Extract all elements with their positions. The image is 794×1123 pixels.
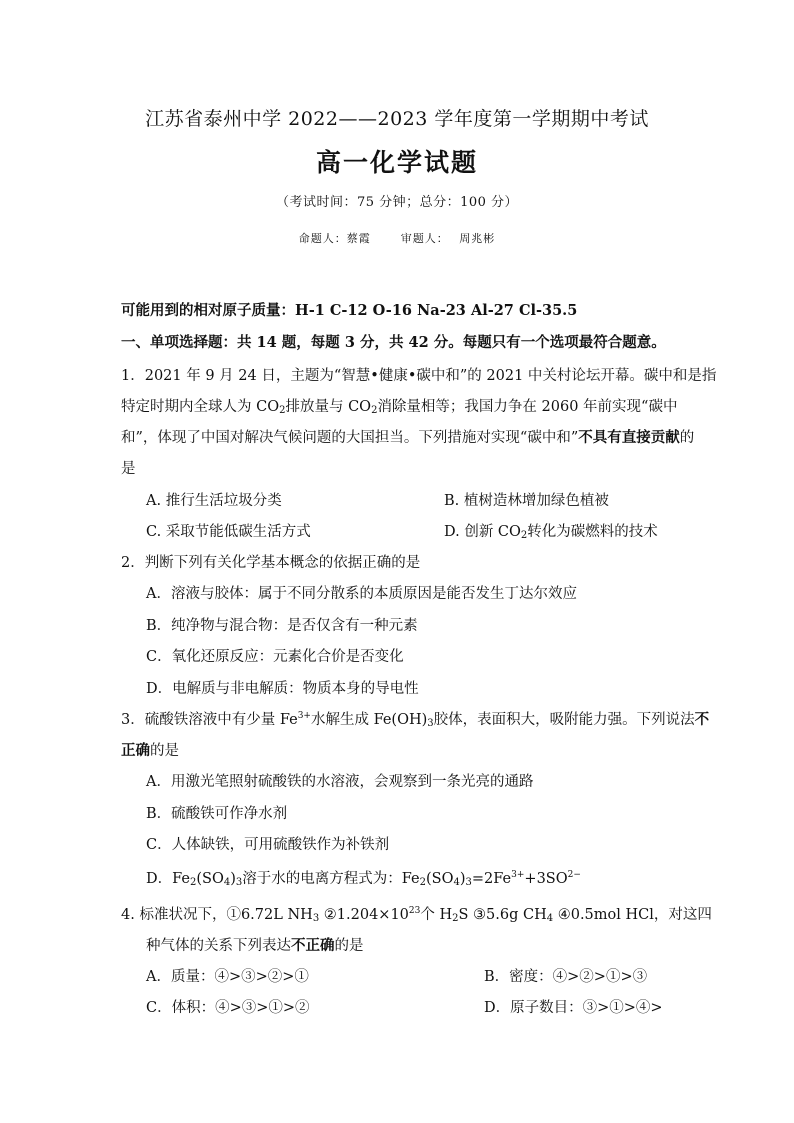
q1-line3: 和”，体现了中国对解决气候问题的大国担当。下列措施对实现“碳中和”不具有直接贡献的 [121,429,695,446]
exam-info: （考试时间：75 分钟；总分：100 分） [275,195,519,210]
q1-line2: 特定时期内全球人为 $CO_2$排放量与 $CO_2$消除量相等；我国力争在 2060 年前实现“碳中 [121,399,678,416]
atomic-masses: 可能用到的相对原子质量：H-1 C-12 O-16 Na-23 Al-27 Cl-35.5 [121,302,578,319]
q4-option-a: A．质量：④>③>②>① [146,969,309,985]
author-label: 命题人：蔡霞 [298,232,371,245]
q2-option-a: A．溶液与胶体：属于不同分散系的本质原因是能否发生丁达尔效应 [146,586,577,602]
q1-option-a: A. 推行生活垃圾分类 [146,493,282,509]
q2-option-d: D．电解质与非电解质：物质本身的导电性 [146,681,419,697]
q4-option-b: B．密度：④>②>①>③ [484,969,648,985]
q1-option-c: C. 采取节能低碳生活方式 [146,524,311,540]
q2-stem: 2．判断下列有关化学基本概念的依据正确的是 [121,555,421,571]
q4-option-c: C．体积：④>③>①>② [146,1000,310,1016]
q2-option-c: C．氧化还原反应：元素化合价是否变化 [146,649,404,665]
q1-line1: 1．2021 年 9 月 24 日，主题为“智慧•健康•碳中和”的 2021 中关村论坛开幕。碳中和是指 [121,368,717,384]
q1-option-b: B. 植树造林增加绿色植被 [444,493,609,509]
section-heading: 一、单项选择题：共 14 题，每题 3 分，共 42 分。每题只有一个选项最符合题意。 [121,334,666,351]
reviewer-label: 审题人： 周兆彬 [400,232,496,245]
q3-option-c: C．人体缺铁，可用硫酸铁作为补铁剂 [146,837,390,853]
q4-line2: 种气体的关系下列表达不正确的是 [146,937,364,954]
q4-line1: 4. 标准状况下，①6.72L $NH_3$ $②1.204\times 10^{23}$个 $H_2S$ ③5.6g $CH_4$ ④0.5mol HCl，对这四 [121,906,712,924]
q1-option-d: D. 创新 $CO_2$转化为碳燃料的技术 [444,524,658,541]
q2-option-b: B．纯净物与混合物：是否仅含有一种元素 [146,618,418,634]
authors-line [0,230,794,246]
exam-title: 江苏省泰州中学 2022——2023 学年度第一学期期中考试 [145,108,649,130]
q3-option-a: A．用激光笔照射硫酸铁的水溶液，会观察到一条光亮的通路 [146,774,534,790]
q1-line4: 是 [121,461,136,477]
q3-line1: 3．硫酸铁溶液中有少量 $Fe^{3+}$水解生成 $Fe(OH)_3$胶体，表面积大，吸附能力强。下列说法不 [121,711,710,729]
exam-subtitle: 高一化学试题 [315,148,478,177]
q3-option-d: D．$Fe_2(SO_4)_3$溶于水的电离方程式为：$Fe_2(SO_4)_3=2Fe^{3+}+3SO^{2-}$ [146,870,581,888]
q3-option-b: B．硫酸铁可作净水剂 [146,806,288,822]
q3-line2: 正确的是 [121,742,179,759]
q4-option-d: D．原子数目：③>①>④> [484,1000,663,1016]
